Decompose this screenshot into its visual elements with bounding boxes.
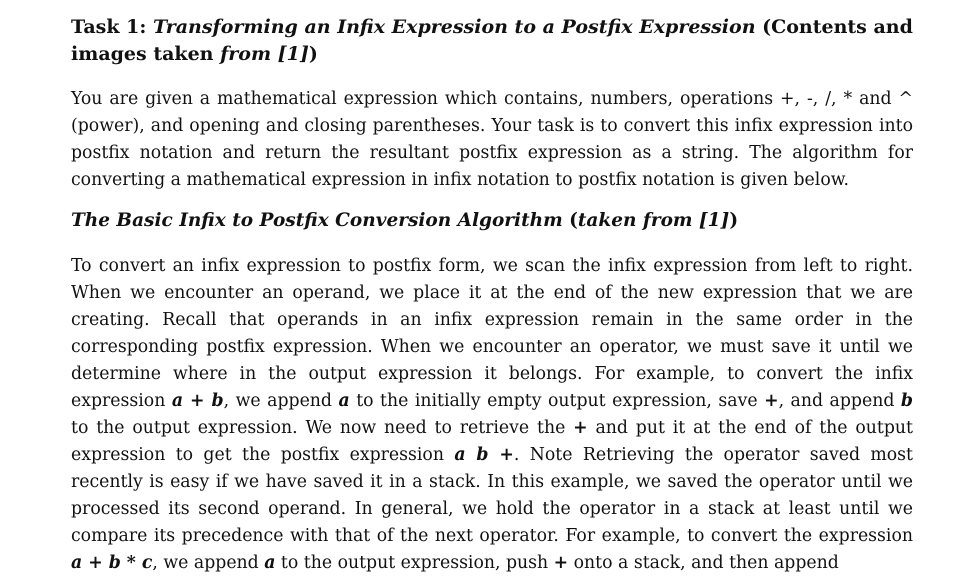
algo-operand-b: b <box>900 391 913 411</box>
algo-operand-a: a <box>338 391 350 411</box>
algo-expr-a-plus-b: a + b <box>171 391 224 411</box>
section-heading-suffix-open: ( <box>562 210 578 231</box>
task-heading <box>71 14 913 68</box>
task-heading-suffix-open: (Contents and images taken <box>71 16 913 65</box>
algo-operator-plus-2: + <box>573 418 588 438</box>
algo-text-4: , and append <box>778 391 901 411</box>
algo-expr-a-plus-b-times-c: a + b * c <box>71 553 153 573</box>
task-heading-suffix-close: ) <box>308 43 318 65</box>
algo-text-2: , we append <box>223 391 339 411</box>
algo-operand-a-2: a <box>264 553 276 573</box>
algo-text-7: . Note Retrieving the operator saved most recently is easy if we have saved it in a stack. In this example, we saved the operator until we processed its second operand. In general, we hold the operator in a stack at least until we compare its precedence with that of the next operator. For example, to convert the expression <box>71 445 913 546</box>
section-heading <box>71 207 913 234</box>
algorithm-paragraph <box>71 253 913 577</box>
algo-text-6: and put it at the end of the output expression to get the postfix expression <box>71 418 913 465</box>
section-heading-suffix-close: ) <box>729 210 739 231</box>
intro-paragraph: You are given a mathematical expression which contains, numbers, operations +, -, /, * and ^ (power), and opening and closing parentheses. Your task is to convert this infix expression into postfix notation and return the resultant postfix expression as a string. The algorithm for converting a mathematical expression in infix notation to postfix notation is given below. <box>71 89 913 190</box>
section-heading-source: taken from [1] <box>577 210 730 231</box>
algo-text-3: to the initially empty output expression, save <box>349 391 765 411</box>
algo-text-9: to the output expression, push <box>275 553 554 573</box>
task-heading-prefix: Task 1: <box>71 16 153 38</box>
algo-operator-plus-3: + <box>553 553 569 573</box>
algo-text-10: onto a stack, and then append <box>568 553 839 573</box>
section-heading-title: The Basic Infix to Postfix Conversion Algorithm <box>71 210 563 231</box>
task-heading-title: Transforming an Infix Expression to a Postfix Expression <box>152 16 756 38</box>
algo-text-8: , we append <box>152 553 265 573</box>
algo-operator-plus: + <box>764 391 779 411</box>
algo-text-1: To convert an infix expression to postfix form, we scan the infix expression from left to right. When we encounter an operand, we place it at the end of the new expression that we are creating. Recall that operands in an infix expression remain in the same order in the corresponding postfix expression. When we encounter an operator, we must save it until we determine where in the output expression it belongs. For example, to convert the infix expression <box>71 256 913 411</box>
algo-text-5: to the output expression. We now need to retrieve the <box>71 418 574 438</box>
task-heading-source: from [1] <box>220 43 309 65</box>
algo-postfix-a-b-plus: a b + <box>454 445 514 465</box>
